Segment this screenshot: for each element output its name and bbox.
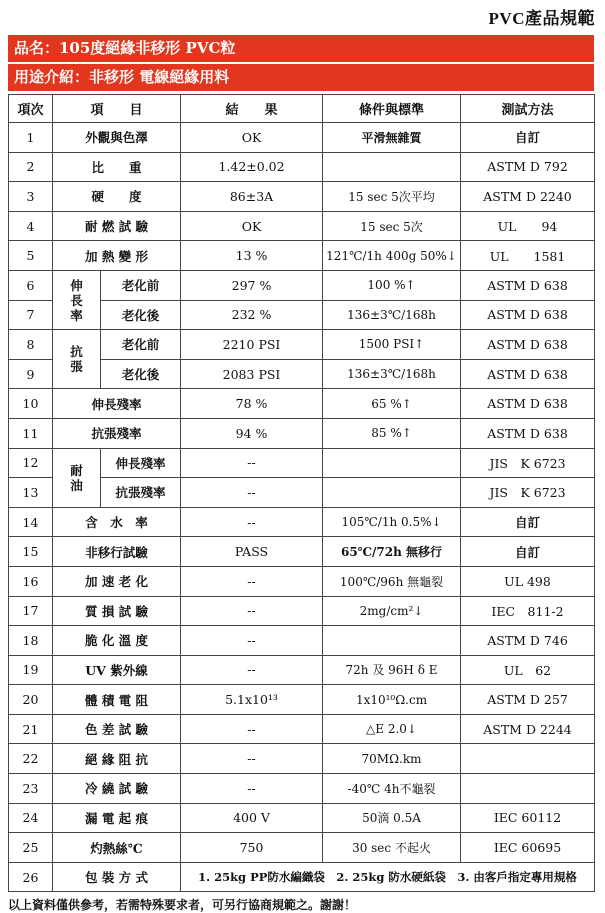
row-item: 伸長殘率 <box>101 448 181 478</box>
row-result: 5.1x10¹³ <box>181 685 323 715</box>
table-row <box>9 507 595 537</box>
table-row <box>9 566 595 596</box>
row-no: 4 <box>9 211 53 241</box>
group-label-tensile: 抗張 <box>53 330 101 389</box>
header-item: 項 目 <box>53 95 181 123</box>
row-condition: 1x10¹⁰Ω.cm <box>323 685 461 715</box>
row-item: 灼熱絲℃ <box>53 833 181 863</box>
row-item: 比 重 <box>53 152 181 182</box>
row-no: 25 <box>9 833 53 863</box>
row-no: 1 <box>9 123 53 153</box>
table-row <box>9 833 595 863</box>
row-result: -- <box>181 596 323 626</box>
row-condition: 121℃/1h 400g 50%↓ <box>323 241 461 271</box>
row-method: ASTM D 792 <box>461 152 595 182</box>
row-result: -- <box>181 714 323 744</box>
row-condition: 72h 及 96H δ E <box>323 655 461 685</box>
row-method: UL 62 <box>461 655 595 685</box>
row-method: ASTM D 257 <box>461 685 595 715</box>
row-no: 3 <box>9 182 53 212</box>
row-item: 脆 化 溫 度 <box>53 626 181 656</box>
row-method: IEC 60695 <box>461 833 595 863</box>
row-condition: 65 %↑ <box>323 389 461 419</box>
row-item: 硬 度 <box>53 182 181 212</box>
table-row <box>9 152 595 182</box>
row-condition: 65℃/72h 無移行 <box>323 537 461 567</box>
group-label-elongation: 伸長率 <box>53 270 101 329</box>
spec-table <box>8 94 595 892</box>
row-no: 23 <box>9 774 53 804</box>
row-result: -- <box>181 626 323 656</box>
product-name-banner: 品名：105度絕緣非移形 PVC粒 <box>8 35 594 62</box>
header-result: 結 果 <box>181 95 323 123</box>
row-no: 20 <box>9 685 53 715</box>
row-method: ASTM D 638 <box>461 359 595 389</box>
row-method: UL 94 <box>461 211 595 241</box>
row-no: 14 <box>9 507 53 537</box>
row-result: 94 % <box>181 418 323 448</box>
row-item: 老化前 <box>101 330 181 360</box>
table-row <box>9 626 595 656</box>
table-header-row <box>9 95 595 123</box>
table-row <box>9 389 595 419</box>
row-result: -- <box>181 774 323 804</box>
row-condition: 15 sec 5次 <box>323 211 461 241</box>
row-no: 26 <box>9 862 53 892</box>
table-row <box>9 744 595 774</box>
row-condition: △E 2.0↓ <box>323 714 461 744</box>
row-item: 質 損 試 驗 <box>53 596 181 626</box>
row-no: 5 <box>9 241 53 271</box>
row-result: 13 % <box>181 241 323 271</box>
row-condition: 100℃/96h 無龜裂 <box>323 566 461 596</box>
row-item: 冷 繞 試 驗 <box>53 774 181 804</box>
row-method <box>461 744 595 774</box>
row-method: ASTM D 2244 <box>461 714 595 744</box>
row-method: ASTM D 638 <box>461 389 595 419</box>
table-row <box>9 596 595 626</box>
table-row <box>9 685 595 715</box>
table-row <box>9 211 595 241</box>
usage-banner: 用途介紹：非移形 電線絕緣用料 <box>8 64 594 91</box>
table-row <box>9 182 595 212</box>
row-result: OK <box>181 211 323 241</box>
row-result: -- <box>181 655 323 685</box>
table-row <box>9 448 595 478</box>
row-condition: 105℃/1h 0.5%↓ <box>323 507 461 537</box>
table-row <box>9 270 595 300</box>
row-condition <box>323 478 461 508</box>
row-method: UL 498 <box>461 566 595 596</box>
row-no: 8 <box>9 330 53 360</box>
row-method: IEC 811-2 <box>461 596 595 626</box>
row-method: ASTM D 638 <box>461 270 595 300</box>
row-result: 297 % <box>181 270 323 300</box>
row-method: 自訂 <box>461 123 595 153</box>
row-no: 21 <box>9 714 53 744</box>
row-item: 老化後 <box>101 300 181 330</box>
row-method: ASTM D 2240 <box>461 182 595 212</box>
row-no: 7 <box>9 300 53 330</box>
row-item: 絕 緣 阻 抗 <box>53 744 181 774</box>
row-item: 加 熱 變 形 <box>53 241 181 271</box>
row-no: 10 <box>9 389 53 419</box>
row-no: 24 <box>9 803 53 833</box>
row-no: 6 <box>9 270 53 300</box>
table-row <box>9 803 595 833</box>
row-condition: 100 %↑ <box>323 270 461 300</box>
row-item: 伸長殘率 <box>53 389 181 419</box>
table-row <box>9 241 595 271</box>
row-condition: 136±3℃/168h <box>323 359 461 389</box>
row-method: ASTM D 746 <box>461 626 595 656</box>
row-result: OK <box>181 123 323 153</box>
row-item: 外觀與色澤 <box>53 123 181 153</box>
table-row <box>9 655 595 685</box>
row-method: JIS K 6723 <box>461 478 595 508</box>
row-item: 包 裝 方 式 <box>53 862 181 892</box>
table-row <box>9 774 595 804</box>
row-no: 22 <box>9 744 53 774</box>
row-condition <box>323 152 461 182</box>
row-no: 19 <box>9 655 53 685</box>
row-method <box>461 774 595 804</box>
table-row <box>9 418 595 448</box>
row-no: 12 <box>9 448 53 478</box>
header-no: 項次 <box>9 95 53 123</box>
row-no: 2 <box>9 152 53 182</box>
table-row <box>9 862 595 892</box>
footer-note: 以上資料僅供參考，若需特殊要求者，可另行協商規範之。謝謝！ <box>8 898 357 912</box>
row-condition: 136±3℃/168h <box>323 300 461 330</box>
row-result: 2083 PSI <box>181 359 323 389</box>
row-method: IEC 60112 <box>461 803 595 833</box>
row-item: 抗張殘率 <box>101 478 181 508</box>
header-method: 測試方法 <box>461 95 595 123</box>
row-result: -- <box>181 566 323 596</box>
row-condition <box>323 448 461 478</box>
row-condition: 平滑無雜質 <box>323 123 461 153</box>
header-condition: 條件與標準 <box>323 95 461 123</box>
row-item: UV 紫外線 <box>53 655 181 685</box>
row-item: 非移行試驗 <box>53 537 181 567</box>
row-condition: 2mg/cm²↓ <box>323 596 461 626</box>
row-method: 自訂 <box>461 507 595 537</box>
row-result: 86±3A <box>181 182 323 212</box>
row-method: 自訂 <box>461 537 595 567</box>
row-condition <box>323 626 461 656</box>
row-result: 400 V <box>181 803 323 833</box>
row-no: 9 <box>9 359 53 389</box>
row-no: 15 <box>9 537 53 567</box>
table-row <box>9 330 595 360</box>
row-condition: 85 %↑ <box>323 418 461 448</box>
row-condition: -40℃ 4h不龜裂 <box>323 774 461 804</box>
row-no: 11 <box>9 418 53 448</box>
row-condition: 15 sec 5次平均 <box>323 182 461 212</box>
row-no: 13 <box>9 478 53 508</box>
row-item: 漏 電 起 痕 <box>53 803 181 833</box>
row-result: -- <box>181 507 323 537</box>
row-result: 1.42±0.02 <box>181 152 323 182</box>
row-method: ASTM D 638 <box>461 418 595 448</box>
row-item: 加 速 老 化 <box>53 566 181 596</box>
row-method: ASTM D 638 <box>461 300 595 330</box>
row-no: 18 <box>9 626 53 656</box>
group-label-oil: 耐油 <box>53 448 101 507</box>
packaging-spec: 1. 25kg PP防水編織袋 2. 25kg 防水硬紙袋 3. 由客戶指定專用規格 <box>181 862 595 892</box>
row-result: -- <box>181 448 323 478</box>
row-item: 老化前 <box>101 270 181 300</box>
row-item: 抗張殘率 <box>53 418 181 448</box>
row-item: 體 積 電 阻 <box>53 685 181 715</box>
row-result: PASS <box>181 537 323 567</box>
row-item: 耐 燃 試 驗 <box>53 211 181 241</box>
table-row <box>9 714 595 744</box>
row-condition: 1500 PSI↑ <box>323 330 461 360</box>
row-condition: 50滴 0.5A <box>323 803 461 833</box>
row-result: 78 % <box>181 389 323 419</box>
row-result: 232 % <box>181 300 323 330</box>
table-row <box>9 123 595 153</box>
row-no: 17 <box>9 596 53 626</box>
row-item: 老化後 <box>101 359 181 389</box>
table-row <box>9 537 595 567</box>
row-item: 含 水 率 <box>53 507 181 537</box>
row-result: 750 <box>181 833 323 863</box>
row-result: -- <box>181 744 323 774</box>
row-no: 16 <box>9 566 53 596</box>
document-title: PVC產品規範 <box>488 9 595 28</box>
row-method: ASTM D 638 <box>461 330 595 360</box>
row-item: 色 差 試 驗 <box>53 714 181 744</box>
row-result: 2210 PSI <box>181 330 323 360</box>
row-method: JIS K 6723 <box>461 448 595 478</box>
row-condition: 30 sec 不起火 <box>323 833 461 863</box>
row-method: UL 1581 <box>461 241 595 271</box>
row-condition: 70MΩ.km <box>323 744 461 774</box>
row-result: -- <box>181 478 323 508</box>
